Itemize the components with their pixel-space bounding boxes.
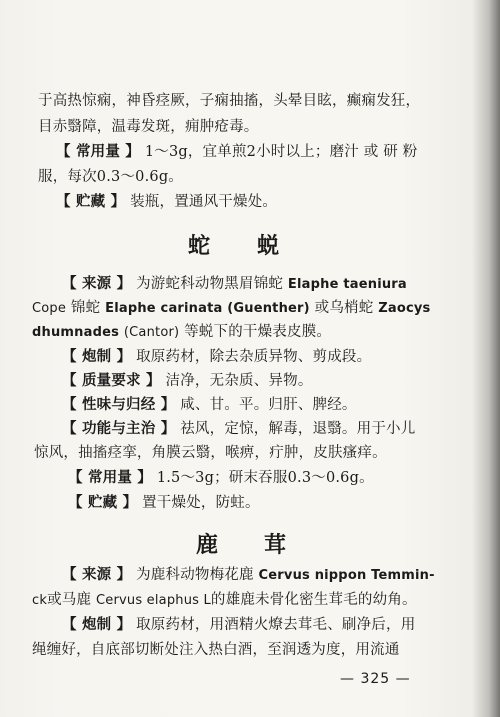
s1-storage-label: 【 贮藏 】 [68,494,138,511]
s1-storage-text: 置干燥处，防蛀。 [142,495,260,511]
s2-source-latin2: ck [32,593,48,608]
s2-source-a: 为鹿科动物梅花鹿 [136,567,254,583]
s1-source-a: 为游蛇科动物黑眉锦蛇 [136,276,284,292]
s1-quality-text: 洁净，无杂质、异物。 [165,373,313,389]
storage-label: 【 贮藏 】 [56,193,126,210]
s1-source-latin5: dhumnades [32,325,120,340]
s1-source-line2 [32,299,431,318]
s1-nature-text: 咸、甘。平。归肝、脾经。 [180,397,357,413]
intro-dosage [56,143,418,161]
s1-quality [62,372,313,390]
s1-source-label: 【 来源 】 [62,275,132,292]
s1-function [62,420,415,438]
s1-source [62,275,407,294]
page-spine-shadow [472,0,500,717]
s2-process [62,616,415,634]
s1-process-text: 取原药材，除去杂质异物、剪成段。 [136,349,372,365]
s1-source-latin6: (Cantor) [123,325,180,340]
s1-dosage-label: 【 常用量 】 [68,469,152,486]
s1-nature-label: 【 性味与归经 】 [62,396,176,413]
intro-line-1: 于高热惊痫，神昏痉厥，子痫抽搐，头晕目眩，癫痫发狂， [38,93,421,109]
s2-source-b: 或马鹿 [47,592,92,608]
s2-source-latin3: Cervus elaphus L [96,593,211,608]
section1-title-char2: 蜕 [257,233,280,259]
s1-function-label: 【 功能与主治 】 [62,420,176,437]
dosage-label: 【 常用量 】 [56,143,140,160]
s2-process-label: 【 炮制 】 [62,616,132,633]
section2-title-char2: 茸 [264,532,287,558]
s1-function-text: 祛风，定惊，解毒，退翳。用于小儿 [180,421,416,437]
s2-source-c: 的雄鹿未骨化密生茸毛的幼角。 [210,592,417,608]
s2-source-label: 【 来源 】 [62,566,132,583]
s1-source-latin2: Cope [32,301,67,316]
s1-source-latin3: Elaphe carinata (Guenther) [105,301,310,316]
s1-source-line3 [32,323,331,342]
s1-source-b: 锦蛇 [70,300,101,316]
s1-source-latin4: Zaocys [378,301,431,316]
storage-text: 装瓶，置通风干燥处。 [130,194,278,210]
s2-source [62,566,435,585]
s1-nature [62,396,357,414]
s1-function-cont: 惊风，抽搐痉挛，角膜云翳，喉痹，疔肿，皮肤瘙痒。 [34,445,387,461]
intro-line-2: 目赤翳障，温毒发斑，痈肿疮毒。 [38,119,259,135]
s1-source-latin1: Elaphe taeniura [287,277,407,292]
s2-process-cont: 绳缠好，自底部切断处注入热白酒，至润透为度，用流通 [32,642,400,658]
s1-process [62,348,371,366]
page-number: — 325 — [340,671,411,687]
intro-dosage-cont: 服，每次0.3～0.6g。 [38,169,184,185]
s2-source-latin1: Cervus nippon Temmin- [258,568,435,583]
intro-storage [56,193,277,211]
s1-process-label: 【 炮制 】 [62,348,132,365]
section2-title-char1: 鹿 [196,532,219,558]
s1-quality-label: 【 质量要求 】 [62,372,161,389]
s1-dosage [68,469,374,487]
s1-source-c: 或乌梢蛇 [314,300,374,316]
s1-source-d: 等蜕下的干燥表皮膜。 [184,324,332,340]
dosage-text: 1～3g，宜单煎2小时以上；磨汁 或 研 粉 [144,144,418,160]
s1-storage [68,494,260,512]
s1-dosage-text: 1.5～3g；研末吞服0.3～0.6g。 [156,470,374,486]
s2-source-line2 [32,591,417,610]
s2-process-text: 取原药材，用酒精火燎去茸毛、刷净后，用 [136,617,416,633]
section1-title-char1: 蛇 [188,233,211,259]
